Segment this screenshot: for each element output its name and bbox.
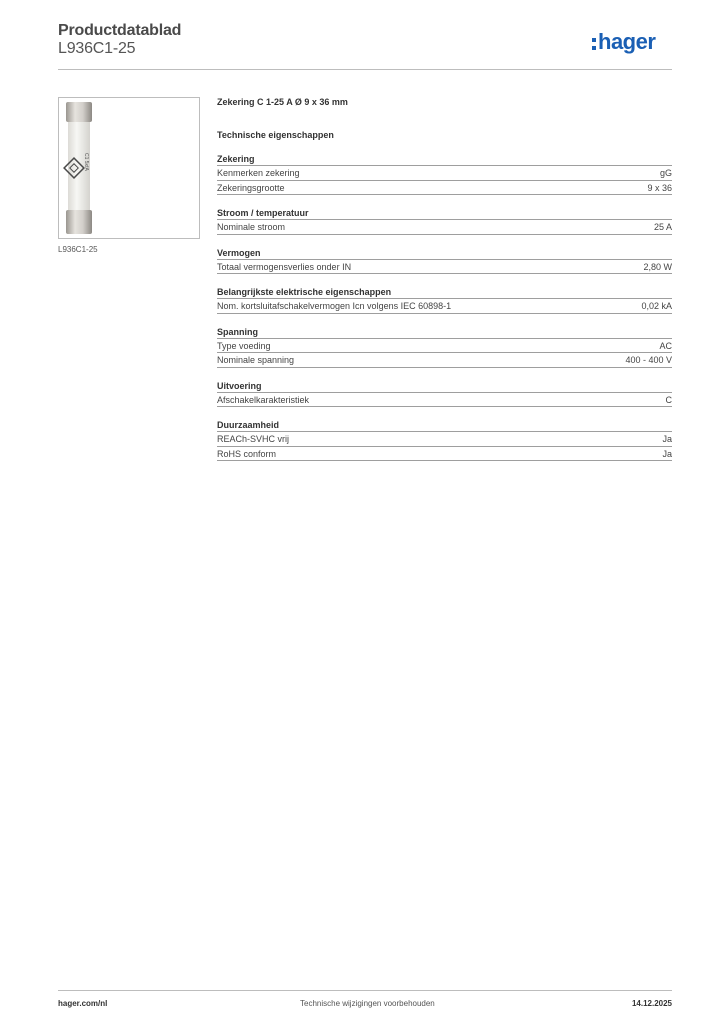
spec-label: Nominale stroom	[217, 222, 286, 232]
spec-value: Ja	[662, 434, 672, 444]
footer-date: 14.12.2025	[631, 999, 672, 1008]
product-reference: L936C1-25	[58, 40, 136, 57]
spec-row	[217, 181, 672, 196]
technical-properties-heading: Technische eigenschappen	[217, 130, 334, 140]
section-title: Belangrijkste elektrische eigenschappen	[217, 286, 672, 299]
spec-value: gG	[659, 168, 672, 178]
spec-value: 2,80 W	[643, 261, 672, 272]
spec-row	[217, 220, 672, 235]
spec-label: Zekeringsgrootte	[217, 182, 285, 193]
logo-colon-mark	[592, 38, 596, 50]
spec-label: Type voeding	[217, 340, 271, 351]
spec-value: 0,02 kA	[641, 301, 672, 311]
spec-label: Totaal vermogensverlies onder IN	[217, 261, 352, 272]
spec-section-duurzaamheid	[217, 419, 672, 461]
spec-label: Nominale spanning	[217, 355, 295, 365]
spec-row	[217, 339, 672, 354]
spec-row	[217, 299, 672, 314]
spec-section-vermogen	[217, 247, 672, 275]
section-title: Zekering	[217, 153, 672, 166]
product-name: Zekering C 1-25 A Ø 9 x 36 mm	[217, 97, 348, 107]
section-title: Uitvoering	[217, 380, 672, 393]
section-title: Stroom / temperatuur	[217, 207, 672, 220]
spec-label: REACh-SVHC vrij	[217, 434, 290, 444]
spec-value: Ja	[662, 448, 672, 459]
section-title: Vermogen	[217, 247, 672, 260]
spec-label: Afschakelkarakteristiek	[217, 394, 310, 405]
spec-label: Nom. kortsluitafschakelvermogen Icn volgens IEC 60898-1	[217, 301, 452, 311]
spec-section-spanning	[217, 326, 672, 368]
spec-value: C	[665, 394, 672, 405]
hager-logo	[592, 28, 655, 56]
spec-section-stroom	[217, 207, 672, 235]
spec-section-uitvoering	[217, 380, 672, 408]
spec-row	[217, 166, 672, 181]
section-title: Duurzaamheid	[217, 419, 672, 432]
spec-value: 400 - 400 V	[625, 355, 672, 365]
document-title: Productdatablad	[58, 22, 182, 39]
section-title: Spanning	[217, 326, 672, 339]
product-spec-content	[217, 96, 672, 461]
spec-row	[217, 353, 672, 368]
footer-disclaimer: Technische wijzigingen voorbehouden	[300, 999, 435, 1008]
spec-row	[217, 447, 672, 462]
spec-value: 25 A	[653, 222, 672, 232]
fuse-product-image	[59, 98, 199, 238]
spec-value: 9 x 36	[647, 182, 672, 193]
fuse-body-label: C1 5xfA	[83, 153, 89, 171]
spec-label: RoHS conform	[217, 448, 277, 459]
footer-website-link[interactable]: hager.com/nl	[58, 999, 108, 1008]
header-divider	[58, 69, 672, 70]
spec-value: AC	[659, 340, 672, 351]
spec-row	[217, 393, 672, 408]
spec-section-zekering	[217, 153, 672, 195]
spec-row	[217, 432, 672, 447]
spec-row	[217, 260, 672, 275]
spec-section-elektrisch	[217, 286, 672, 314]
logo-text: hager	[598, 29, 656, 54]
image-caption: L936C1-25	[58, 245, 98, 254]
product-image-frame	[58, 97, 200, 239]
spec-label: Kenmerken zekering	[217, 168, 300, 178]
footer-divider	[58, 990, 672, 991]
